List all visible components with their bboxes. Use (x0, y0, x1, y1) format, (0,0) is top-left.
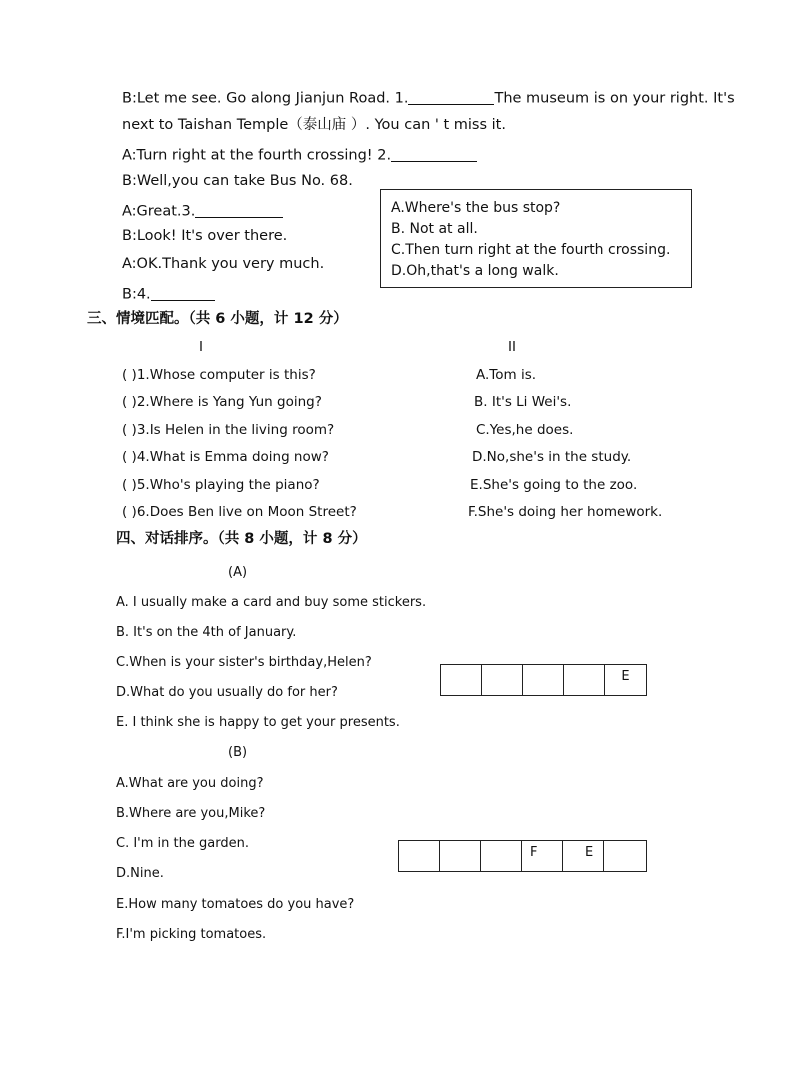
dialogue-line-8 (122, 285, 215, 302)
match-question-5[interactable]: ( )5.Who's playing the piano? (122, 477, 320, 493)
match-question-1[interactable]: ( )1.Whose computer is this? (122, 367, 316, 383)
answer-blank-4[interactable] (151, 285, 215, 301)
order-box-a2[interactable] (482, 665, 523, 695)
part-b-line-d: D.Nine. (116, 866, 164, 881)
match-answer-f: F.She's doing her homework. (468, 504, 663, 520)
section-4-title: 四、对话排序。（共 8 小题，计 8 分） (116, 531, 367, 547)
option-d: D.Oh,that's a long walk. (391, 263, 559, 279)
part-b-line-e: E.How many tomatoes do you have? (116, 897, 355, 912)
dialogue-line-7: A:OK.Thank you very much. (122, 256, 325, 272)
part-b-order-grid (398, 840, 647, 872)
column-i-label: I (199, 339, 203, 355)
part-b-line-c: C. I'm in the garden. (116, 836, 249, 851)
part-b-line-f: F.I'm picking tomatoes. (116, 927, 267, 942)
order-box-b5[interactable]: E (563, 841, 604, 871)
dialogue-text: B:Let me see. Go along Jianjun Road. 1. (122, 90, 409, 107)
dialogue-line-3 (122, 146, 477, 163)
dialogue-text: A:Great.3. (122, 203, 196, 220)
order-box-a4[interactable] (564, 665, 605, 695)
part-a-label: (A) (228, 565, 248, 580)
dialogue-text: B:4. (122, 286, 151, 303)
option-b: B. Not at all. (391, 221, 478, 237)
dialogue-text: A:Turn right at the fourth crossing! 2. (122, 147, 392, 164)
answer-blank-1[interactable] (408, 89, 494, 105)
dialogue-line-4: B:Well,you can take Bus No. 68. (122, 173, 353, 189)
order-box-b1[interactable] (399, 841, 440, 871)
match-question-2[interactable]: ( )2.Where is Yang Yun going? (122, 394, 322, 410)
part-b-label: (B) (228, 745, 248, 760)
order-box-a3[interactable] (523, 665, 564, 695)
answer-blank-3[interactable] (195, 202, 283, 218)
options-box (380, 189, 692, 288)
order-box-b2[interactable] (440, 841, 481, 871)
match-answer-c: C.Yes,he does. (476, 422, 574, 438)
match-question-6[interactable]: ( )6.Does Ben live on Moon Street? (122, 504, 357, 520)
dialogue-line-2: next to Taishan Temple（泰山庙 ）. You can ' t miss it. (122, 117, 506, 133)
part-a-line-a: A. I usually make a card and buy some stickers. (116, 595, 427, 610)
dialogue-line-5 (122, 202, 283, 219)
order-box-a1[interactable] (441, 665, 482, 695)
match-question-3[interactable]: ( )3.Is Helen in the living room? (122, 422, 335, 438)
part-b-line-a: A.What are you doing? (116, 776, 264, 791)
column-ii-label: II (508, 339, 516, 355)
match-answer-d: D.No,she's in the study. (472, 449, 632, 465)
answer-blank-2[interactable] (391, 146, 477, 162)
option-a: A.Where's the bus stop? (391, 200, 561, 216)
section-3-title: 三、情境匹配。（共 6 小题，计 12 分） (87, 311, 348, 327)
dialogue-line-6: B:Look! It's over there. (122, 228, 288, 244)
match-question-4[interactable]: ( )4.What is Emma doing now? (122, 449, 329, 465)
option-c: C.Then turn right at the fourth crossing. (391, 242, 671, 258)
match-answer-e: E.She's going to the zoo. (470, 477, 638, 493)
part-a-line-e: E. I think she is happy to get your presents. (116, 715, 400, 730)
dialogue-text: The museum is on your right. It's (494, 90, 735, 107)
match-answer-b: B. It's Li Wei's. (474, 394, 572, 410)
part-a-line-c: C.When is your sister's birthday,Helen? (116, 655, 372, 670)
order-box-b6[interactable] (604, 841, 645, 871)
part-b-line-b: B.Where are you,Mike? (116, 806, 266, 821)
order-box-a5[interactable]: E (621, 669, 630, 684)
part-a-line-d: D.What do you usually do for her? (116, 685, 338, 700)
match-answer-a: A.Tom is. (476, 367, 537, 383)
part-a-order-grid (440, 664, 647, 696)
dialogue-line-1 (122, 89, 735, 106)
order-box-b3[interactable] (481, 841, 522, 871)
part-a-line-b: B. It's on the 4th of January. (116, 625, 297, 640)
order-box-b4[interactable]: F (522, 841, 563, 871)
